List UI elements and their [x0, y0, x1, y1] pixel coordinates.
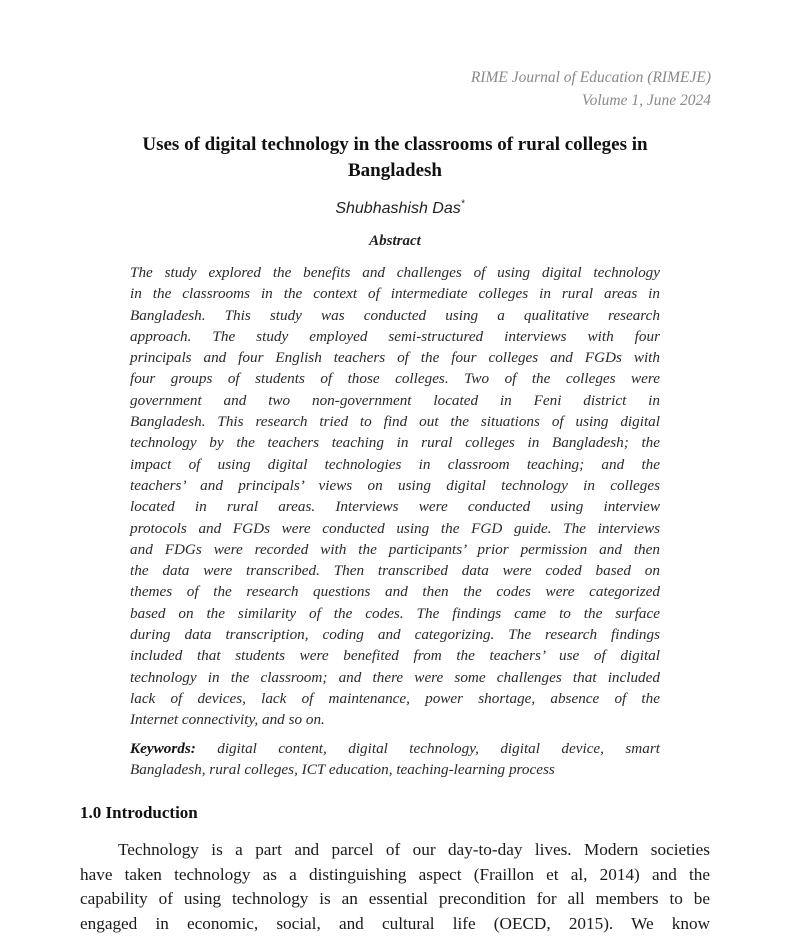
abstract-line: Bangladesh. This study was conducted using a qualitative research — [130, 305, 660, 326]
abstract-line: technology by the teachers teaching in rural colleges in Bangladesh; the — [130, 432, 660, 453]
introduction-body — [80, 838, 710, 936]
abstract-line: based on the similarity of the codes. The findings came to the surface — [130, 603, 660, 624]
abstract-line: government and two non-government located in Feni district in — [130, 390, 660, 411]
article-title-line-1: Uses of digital technology in the classrooms of rural colleges in — [80, 132, 710, 158]
keywords-line — [130, 738, 660, 759]
introduction-line: have taken technology as a distinguishing aspect (Fraillon et al, 2014) and the — [80, 863, 710, 888]
article-title — [80, 132, 710, 184]
author-name: Shubhashish Das — [335, 200, 460, 217]
abstract-body — [130, 262, 660, 731]
abstract-line: Bangladesh. This research tried to find out the situations of using digital — [130, 411, 660, 432]
journal-name: RIME Journal of Education (RIMEJE) — [471, 66, 711, 89]
abstract-line: included that students were benefited from the teachers’ use of digital — [130, 645, 660, 666]
abstract-line: teachers’ and principals’ views on using digital technology in colleges — [130, 475, 660, 496]
abstract-line: approach. The study employed semi-structured interviews with four — [130, 326, 660, 347]
abstract-line: the data were transcribed. Then transcribed data were coded based on — [130, 560, 660, 581]
abstract-line: lack of devices, lack of maintenance, power shortage, absence of the — [130, 688, 660, 709]
abstract-heading: Abstract — [0, 231, 790, 251]
abstract-line: protocols and FGDs were conducted using the FGD guide. The interviews — [130, 518, 660, 539]
keywords-label: Keywords: — [130, 740, 196, 757]
article-title-line-2: Bangladesh — [80, 158, 710, 184]
abstract-line: and FDGs were recorded with the participants’ prior permission and then — [130, 539, 660, 560]
abstract-line: principals and four English teachers of the four colleges and FGDs with — [130, 347, 660, 368]
abstract-line: technology in the classroom; and there were some challenges that included — [130, 667, 660, 688]
introduction-line: Technology is a part and parcel of our day-to-day lives. Modern societies — [80, 838, 710, 863]
keywords-block — [130, 738, 660, 781]
journal-volume: Volume 1, June 2024 — [471, 89, 711, 112]
abstract-line: in the classrooms in the context of intermediate colleges in rural areas in — [130, 283, 660, 304]
running-head — [471, 66, 711, 112]
abstract-line: located in rural areas. Interviews were conducted using interview — [130, 496, 660, 517]
abstract-line: four groups of students of those colleges. Two of the colleges were — [130, 368, 660, 389]
abstract-line: The study explored the benefits and challenges of using digital technology — [130, 262, 660, 283]
section-heading-introduction: 1.0 Introduction — [80, 802, 198, 824]
author-byline — [0, 198, 800, 220]
abstract-line: impact of using digital technologies in classroom teaching; and the — [130, 454, 660, 475]
keywords-text-1: digital content, digital technology, digital device, smart — [196, 740, 660, 757]
keywords-line: Bangladesh, rural colleges, ICT education, teaching-learning process — [130, 759, 660, 780]
author-footnote-marker: * — [461, 199, 465, 210]
introduction-line: engaged in economic, social, and cultural life (OECD, 2015). We know — [80, 912, 710, 936]
introduction-line: capability of using technology is an essential precondition for all members to be — [80, 887, 710, 912]
abstract-line: Internet connectivity, and so on. — [130, 709, 660, 730]
abstract-line: during data transcription, coding and categorizing. The research findings — [130, 624, 660, 645]
abstract-line: themes of the research questions and then the codes were categorized — [130, 581, 660, 602]
